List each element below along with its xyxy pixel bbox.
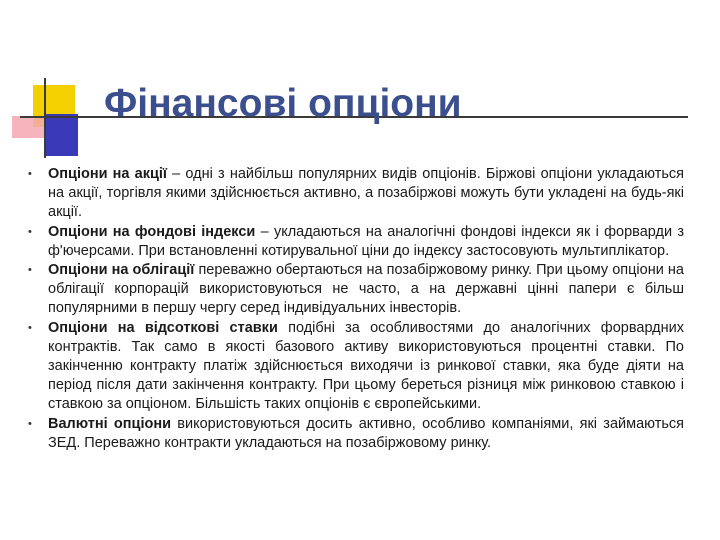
- item-text: подібні за особливостями до аналогічних форвардних контрактів. Так само в якості базового активу використовуються процентні ставки. По закінченню контракту платіж здійснюється виходячи із ринкової ставки, яка буде діяти на період після дати закінчення контракту. При цьому береться різниця між ринковою ставкою і ставкою за опціоном. Більшість таких опціонів є європейськими.: [48, 319, 684, 413]
- logo-vertical-line: [44, 78, 46, 158]
- bullet-icon: •: [28, 417, 32, 430]
- item-term: Опціони на акції: [48, 166, 168, 182]
- item-term: Валютні опціони: [48, 415, 172, 432]
- list-item: [28, 261, 684, 319]
- list-item: [28, 415, 684, 453]
- bullet-icon: •: [28, 264, 32, 277]
- slide-title: Фінансові опціони: [104, 82, 462, 125]
- item-text: використовуються досить активно, особливо компаніями, які займаються ЗЕД. Переважно контракти укладаються на позабіржовому ринку.: [48, 415, 684, 451]
- item-term: Опціони на облігації: [48, 262, 195, 279]
- bullet-icon: •: [28, 321, 32, 334]
- bullet-list: [28, 165, 684, 453]
- item-term: Опціони на відсоткові ставки: [48, 319, 278, 336]
- logo-blue-square: [46, 114, 78, 156]
- item-text: – укладаються на аналогічні фондові індекси як і форварди з ф'ючерсами. При встановленні котирувальної ціни до індексу застосовують мультиплікатор.: [48, 223, 684, 259]
- bullet-icon: •: [28, 168, 32, 180]
- list-item: [28, 319, 684, 415]
- item-term: Опціони на фондові індекси: [48, 223, 256, 240]
- list-item: [28, 165, 684, 223]
- bullet-icon: •: [28, 225, 32, 238]
- list-item: [28, 223, 684, 261]
- item-text: переважно обертаються на позабіржовому ринку. При цьому опціони на облігації корпорацій використовуються не часто, а на державні цінні папери є більш популярними в першу чергу серед індивідуальних інвесторів.: [48, 262, 684, 317]
- item-text: – одні з найбільш популярних видів опціонів. Біржові опціони укладаються на акції, торгівля якими здійснюється активно, а позабіржові можуть бути укладені на будь-які акції.: [48, 166, 685, 221]
